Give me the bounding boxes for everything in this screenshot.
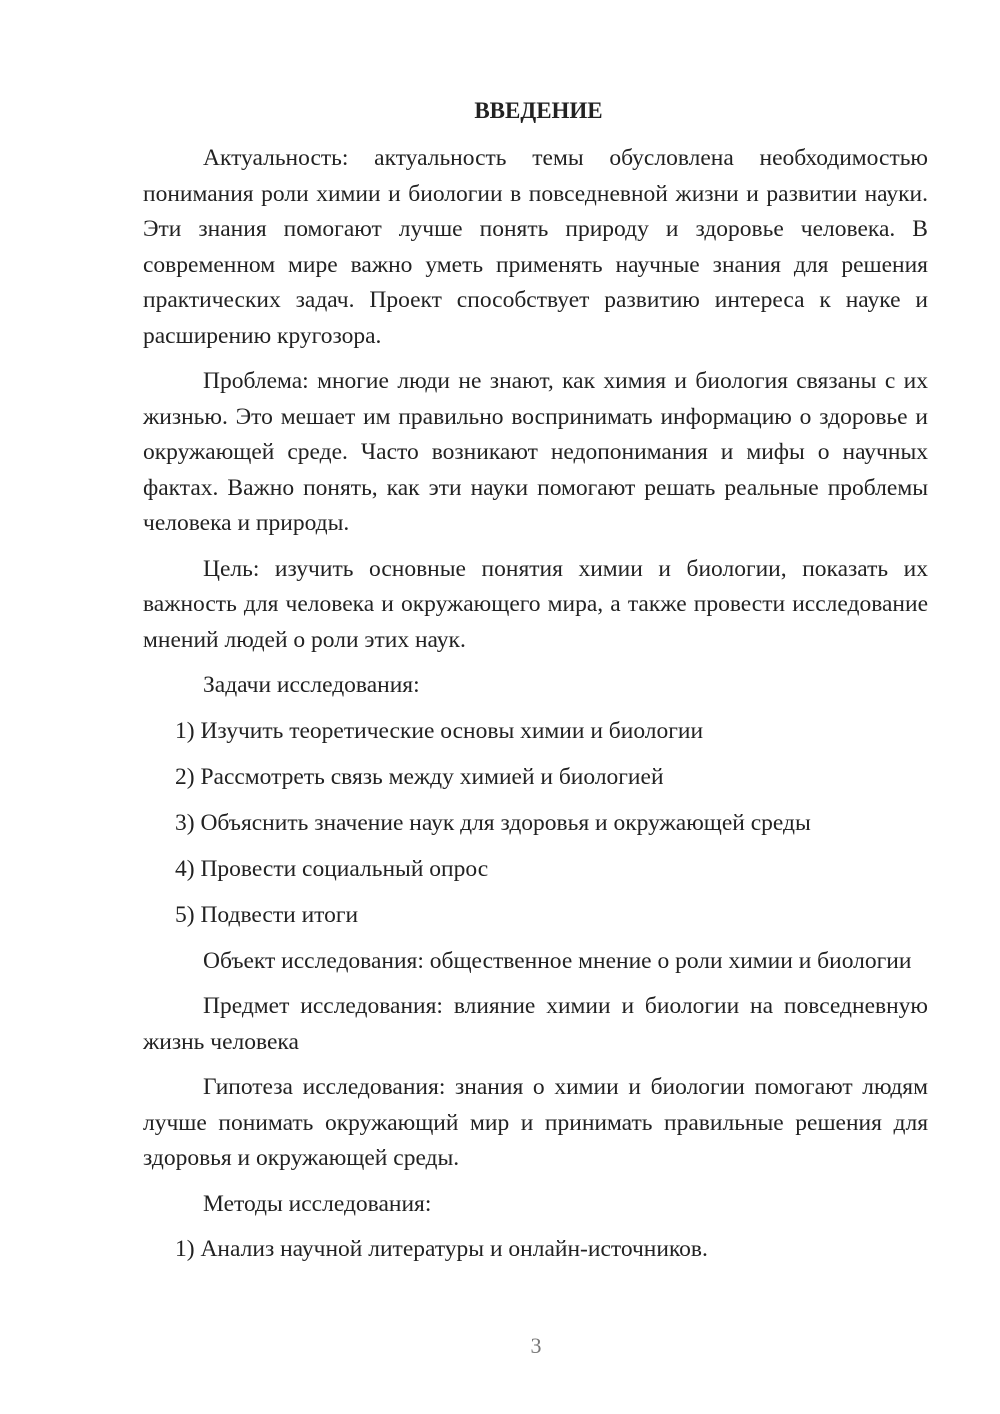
methods-heading: Методы исследования: [203, 1190, 432, 1217]
goal-paragraph: Цель: изучить основные понятия химии и биологии, показать их важность для человека и окружающего мира, а также провести исследование мнений людей о роли этих наук. [143, 555, 928, 653]
tasks-list [143, 714, 928, 934]
subject-paragraph: Предмет исследования: влияние химии и биологии на повседневную жизнь человека [143, 993, 928, 1055]
list-item: 1) Анализ научной литературы и онлайн-источников. [175, 1236, 708, 1262]
list-item: 2) Рассмотреть связь между химией и биологией [175, 763, 664, 790]
problem-paragraph: Проблема: многие люди не знают, как химия и биология связаны с их жизнью. Это мешает им правильно воспринимать информацию о здоровье и окружающей среде. Часто возникают недопонимания и мифы о научных фактах. Важно понять, как эти науки помогают решать реальные проблемы человека и природы. [143, 368, 928, 536]
list-item: 4) Провести социальный опрос [175, 855, 489, 882]
list-item: 5) Подвести итоги [175, 901, 359, 928]
relevance-paragraph: Актуальность: актуальность темы обусловлена необходимостью понимания роли химии и биологии в повседневной жизни и развитии науки. Эти знания помогают лучше понять природу и здоровье человека. В современном мире важно уметь применять научные знания для решения практических задач. Проект способствует развитию интереса к науке и расширению кругозора. [143, 145, 928, 349]
object-paragraph: Объект исследования: общественное мнение о роли химии и биологии [203, 947, 912, 974]
list-item: 3) Объяснить значение наук для здоровья и окружающей среды [175, 809, 811, 836]
list-item: 1) Изучить теоретические основы химии и биологии [175, 717, 704, 744]
tasks-heading: Задачи исследования: [203, 672, 420, 698]
section-title: ВВЕДЕНИЕ [474, 98, 603, 123]
page-number: 3 [530, 1333, 542, 1358]
page-content [143, 93, 928, 1278]
methods-list [143, 1232, 928, 1268]
hypothesis-paragraph: Гипотеза исследования: знания о химии и биологии помогают людям лучше понимать окружающий мир и принимать правильные решения для здоровья и окружающей среды. [143, 1074, 928, 1171]
